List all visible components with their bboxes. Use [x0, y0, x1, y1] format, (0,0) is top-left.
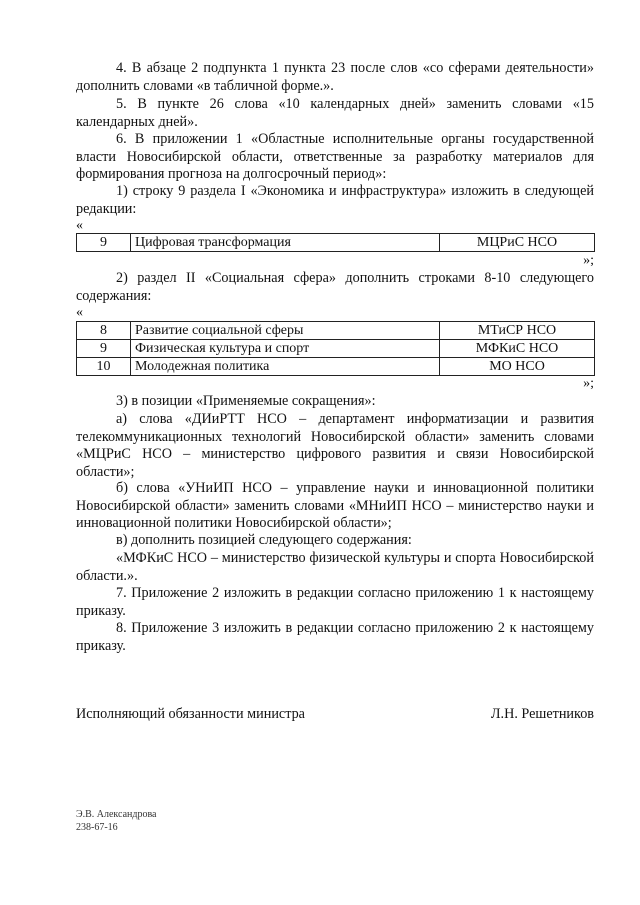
signature-name: Л.Н. Решетников — [490, 706, 594, 722]
signature-position: Исполняющий обязанности министра — [76, 706, 305, 722]
paragraph-6-3: 3) в позиции «Применяемые сокращения»: — [116, 393, 376, 409]
row-number: 9 — [77, 340, 131, 358]
paragraph-7: 7. Приложение 2 изложить в редакции согласно приложению 1 к настоящему приказу. — [76, 585, 594, 619]
paragraph-6-2: 2) раздел II «Социальная сфера» дополнить строками 8-10 следующего содержания: — [76, 270, 594, 304]
executor-name: Э.В. Александрова — [76, 809, 157, 820]
table-section-2 — [76, 321, 595, 376]
paragraph-8: 8. Приложение 3 изложить в редакции согласно приложению 2 к настоящему приказу. — [76, 620, 594, 654]
row-org: МЦРиС НСО — [440, 234, 595, 252]
row-org: МФКиС НСО — [440, 340, 595, 358]
open-quote-2: « — [76, 305, 83, 320]
row-name: Цифровая трансформация — [131, 234, 440, 252]
table-section-1 — [76, 233, 595, 252]
open-quote-1: « — [76, 218, 83, 233]
row-number: 8 — [77, 322, 131, 340]
close-quote-2: »; — [583, 376, 594, 391]
close-quote-1: »; — [583, 253, 594, 268]
paragraph-6-3-b: б) слова «УНиИП НСО – управление науки и инновационной политики Новосибирской области» заменить словами «МНиИП НСО – министерство науки и инновационной политики Новосибирской области»; — [76, 480, 594, 531]
paragraph-6: 6. В приложении 1 «Областные исполнительные органы государственной власти Новосибирской области, ответственные за разработку материалов для формирования прогноза на долгосрочный период»: — [76, 131, 594, 182]
row-org: МТиСР НСО — [440, 322, 595, 340]
row-name: Молодежная политика — [131, 358, 440, 376]
paragraph-6-3-c-quote: «МФКиС НСО – министерство физической культуры и спорта Новосибирской области.». — [76, 550, 594, 584]
row-number: 9 — [77, 234, 131, 252]
paragraph-6-1: 1) строку 9 раздела I «Экономика и инфраструктура» изложить в следующей редакции: — [76, 183, 594, 217]
row-org: МО НСО — [440, 358, 595, 376]
table-row — [77, 234, 595, 252]
row-number: 10 — [77, 358, 131, 376]
table-row — [77, 322, 595, 340]
table-row — [77, 358, 595, 376]
executor-phone: 238-67-16 — [76, 822, 118, 833]
paragraph-6-3-a: а) слова «ДИиРТТ НСО – департамент информатизации и развития телекоммуникационных технологий Новосибирской области» заменить словами «МЦРиС НСО – министерство цифрового развития и связи Новосибирской области»; — [76, 411, 594, 480]
table-row — [77, 340, 595, 358]
paragraph-5: 5. В пункте 26 слова «10 календарных дней» заменить словами «15 календарных дней». — [76, 96, 594, 130]
row-name: Физическая культура и спорт — [131, 340, 440, 358]
paragraph-6-3-c: в) дополнить позицией следующего содержания: — [116, 532, 412, 548]
paragraph-4: 4. В абзаце 2 подпункта 1 пункта 23 после слов «со сферами деятельности» дополнить словами «в табличной форме.». — [76, 60, 594, 94]
row-name: Развитие социальной сферы — [131, 322, 440, 340]
